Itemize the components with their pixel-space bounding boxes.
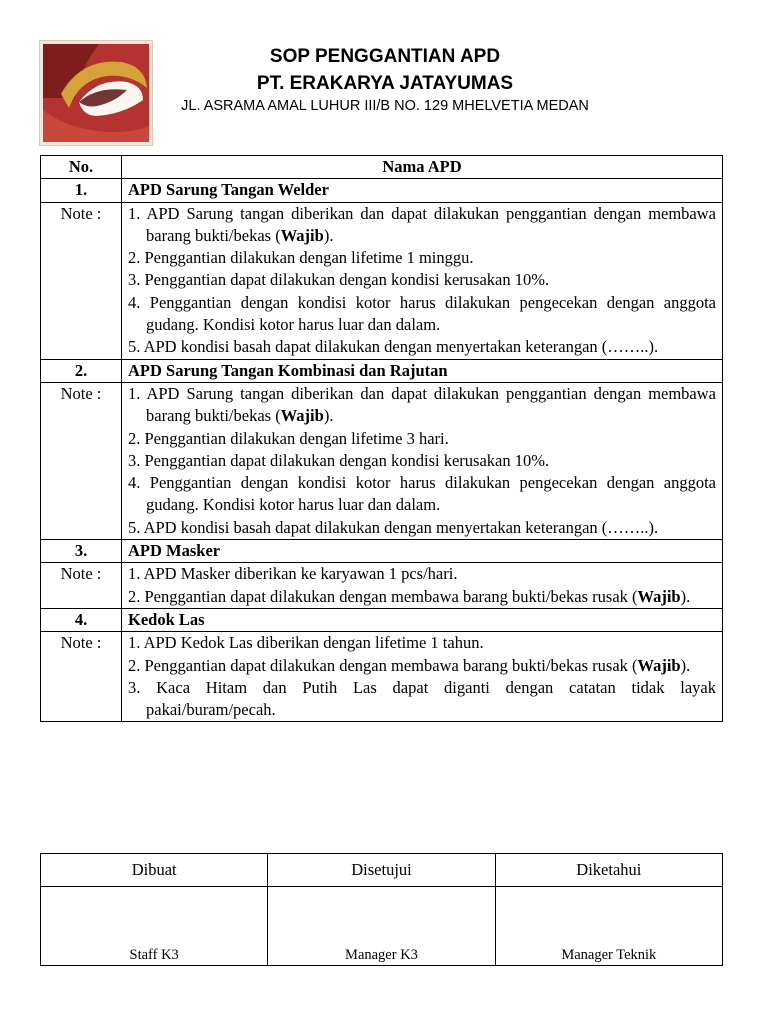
note-text: APD Sarung tangan diberikan dan dapat dilakukan penggantian dengan membawa barang bukti/bekas ( xyxy=(146,203,716,245)
section-number: 1. xyxy=(41,179,122,202)
note-text: APD Sarung tangan diberikan dan dapat dilakukan penggantian dengan membawa barang bukti/bekas ( xyxy=(146,383,716,426)
note-text: APD kondisi basah dapat dilakukan dengan menyertakan keterangan (……..). xyxy=(143,337,659,357)
note-number: 2. xyxy=(128,248,141,268)
note-item xyxy=(128,269,716,291)
note-item xyxy=(128,292,716,337)
note-list xyxy=(128,203,716,359)
sop-table xyxy=(40,155,723,722)
note-text: Penggantian dapat dilakukan dengan membawa barang bukti/bekas rusak ( xyxy=(144,586,638,606)
note-label: Note : xyxy=(41,202,122,359)
note-item xyxy=(128,586,716,608)
note-item xyxy=(128,655,716,677)
section-notes-row xyxy=(41,632,723,722)
note-text: Penggantian dapat dilakukan dengan kondisi kerusakan 10%. xyxy=(144,270,550,290)
note-label: Note : xyxy=(41,382,122,539)
note-list xyxy=(128,383,716,539)
section-title-row xyxy=(41,540,723,563)
section-number: 2. xyxy=(41,359,122,382)
note-number: 5. xyxy=(128,337,141,357)
note-emphasis: Wajib xyxy=(280,225,324,245)
note-emphasis: Wajib xyxy=(637,655,681,675)
section-notes-row xyxy=(41,382,723,539)
note-emphasis: Wajib xyxy=(637,586,681,606)
note-number: 1. xyxy=(128,633,141,653)
note-number: 3. xyxy=(128,270,141,290)
company-logo xyxy=(39,40,153,146)
note-tail: ). xyxy=(680,586,691,606)
note-text: APD Kedok Las diberikan dengan lifetime 1 tahun. xyxy=(143,633,484,653)
note-text: Penggantian dengan kondisi kotor harus dilakukan pengecekan dengan anggota gudang. Kondisi kotor harus luar dan dalam. xyxy=(146,473,717,515)
signature-table xyxy=(40,853,723,966)
signature-header-disetujui: Disetujui xyxy=(268,854,495,887)
note-number: 1. xyxy=(128,203,141,223)
notes-cell xyxy=(122,382,723,539)
note-number: 2. xyxy=(128,655,141,675)
note-item xyxy=(128,517,716,539)
company-name: PT. ERAKARYA JATAYUMAS xyxy=(256,73,514,94)
column-header-nama-apd: Nama APD xyxy=(122,156,723,179)
note-text: Kaca Hitam dan Putih Las dapat diganti dengan catatan tidak layak pakai/buram/pecah. xyxy=(146,677,717,720)
signature-role-row xyxy=(41,887,723,966)
note-text: APD kondisi basah dapat dilakukan dengan menyertakan keterangan (……..). xyxy=(143,517,659,537)
note-text: Penggantian dilakukan dengan lifetime 1 minggu. xyxy=(144,248,474,268)
company-address: JL. ASRAMA AMAL LUHUR III/B NO. 129 MHELVETIA MEDAN xyxy=(181,98,589,114)
signature-header-dibuat: Dibuat xyxy=(41,854,268,887)
note-number: 2. xyxy=(128,428,141,448)
section-apd-name: APD Sarung Tangan Kombinasi dan Rajutan xyxy=(122,359,723,382)
note-item xyxy=(128,472,716,517)
section-number: 4. xyxy=(41,608,122,631)
note-number: 4. xyxy=(128,292,141,312)
note-list xyxy=(128,563,716,608)
note-number: 3. xyxy=(128,677,141,697)
note-text: Penggantian dilakukan dengan lifetime 3 hari. xyxy=(144,428,449,448)
notes-cell xyxy=(122,563,723,609)
note-item xyxy=(128,383,716,428)
notes-cell xyxy=(122,632,723,722)
section-title-row xyxy=(41,608,723,631)
note-emphasis: Wajib xyxy=(280,406,324,426)
signature-header-diketahui: Diketahui xyxy=(495,854,722,887)
notes-cell xyxy=(122,202,723,359)
section-title-row xyxy=(41,179,723,202)
section-apd-name: APD Sarung Tangan Welder xyxy=(122,179,723,202)
note-number: 5. xyxy=(128,517,141,537)
table-header-row xyxy=(41,156,723,179)
note-text: Penggantian dapat dilakukan dengan kondisi kerusakan 10%. xyxy=(144,450,550,470)
section-notes-row xyxy=(41,202,723,359)
note-item xyxy=(128,428,716,450)
note-text: APD Masker diberikan ke karyawan 1 pcs/hari. xyxy=(143,564,458,584)
note-number: 4. xyxy=(128,473,141,493)
note-list xyxy=(128,632,716,721)
note-text: Penggantian dengan kondisi kotor harus dilakukan pengecekan dengan anggota gudang. Kondisi kotor harus luar dan dalam. xyxy=(146,292,717,335)
note-number: 2. xyxy=(128,586,141,606)
note-number: 1. xyxy=(128,383,141,403)
section-apd-name: Kedok Las xyxy=(122,608,723,631)
note-item xyxy=(128,563,716,585)
signature-role-manager-teknik: Manager Teknik xyxy=(495,887,722,966)
section-title-row xyxy=(41,359,723,382)
note-item xyxy=(128,247,716,269)
signature-role-manager-k3: Manager K3 xyxy=(268,887,495,966)
signature-header-row xyxy=(41,854,723,887)
note-label: Note : xyxy=(41,563,122,609)
note-item xyxy=(128,450,716,472)
note-tail: ). xyxy=(680,655,691,675)
document-title: SOP PENGGANTIAN APD xyxy=(269,46,501,67)
note-item xyxy=(128,336,716,358)
note-item xyxy=(128,677,716,722)
note-text: Penggantian dapat dilakukan dengan membawa barang bukti/bekas rusak ( xyxy=(144,655,638,675)
section-number: 3. xyxy=(41,540,122,563)
note-tail: ). xyxy=(323,225,334,245)
note-number: 1. xyxy=(128,564,141,584)
note-item xyxy=(128,203,716,248)
signature-role-staff-k3: Staff K3 xyxy=(41,887,268,966)
note-tail: ). xyxy=(323,406,334,426)
section-apd-name: APD Masker xyxy=(122,540,723,563)
note-label: Note : xyxy=(41,632,122,722)
section-notes-row xyxy=(41,563,723,609)
column-header-no: No. xyxy=(41,156,122,179)
note-item xyxy=(128,632,716,654)
note-number: 3. xyxy=(128,450,141,470)
